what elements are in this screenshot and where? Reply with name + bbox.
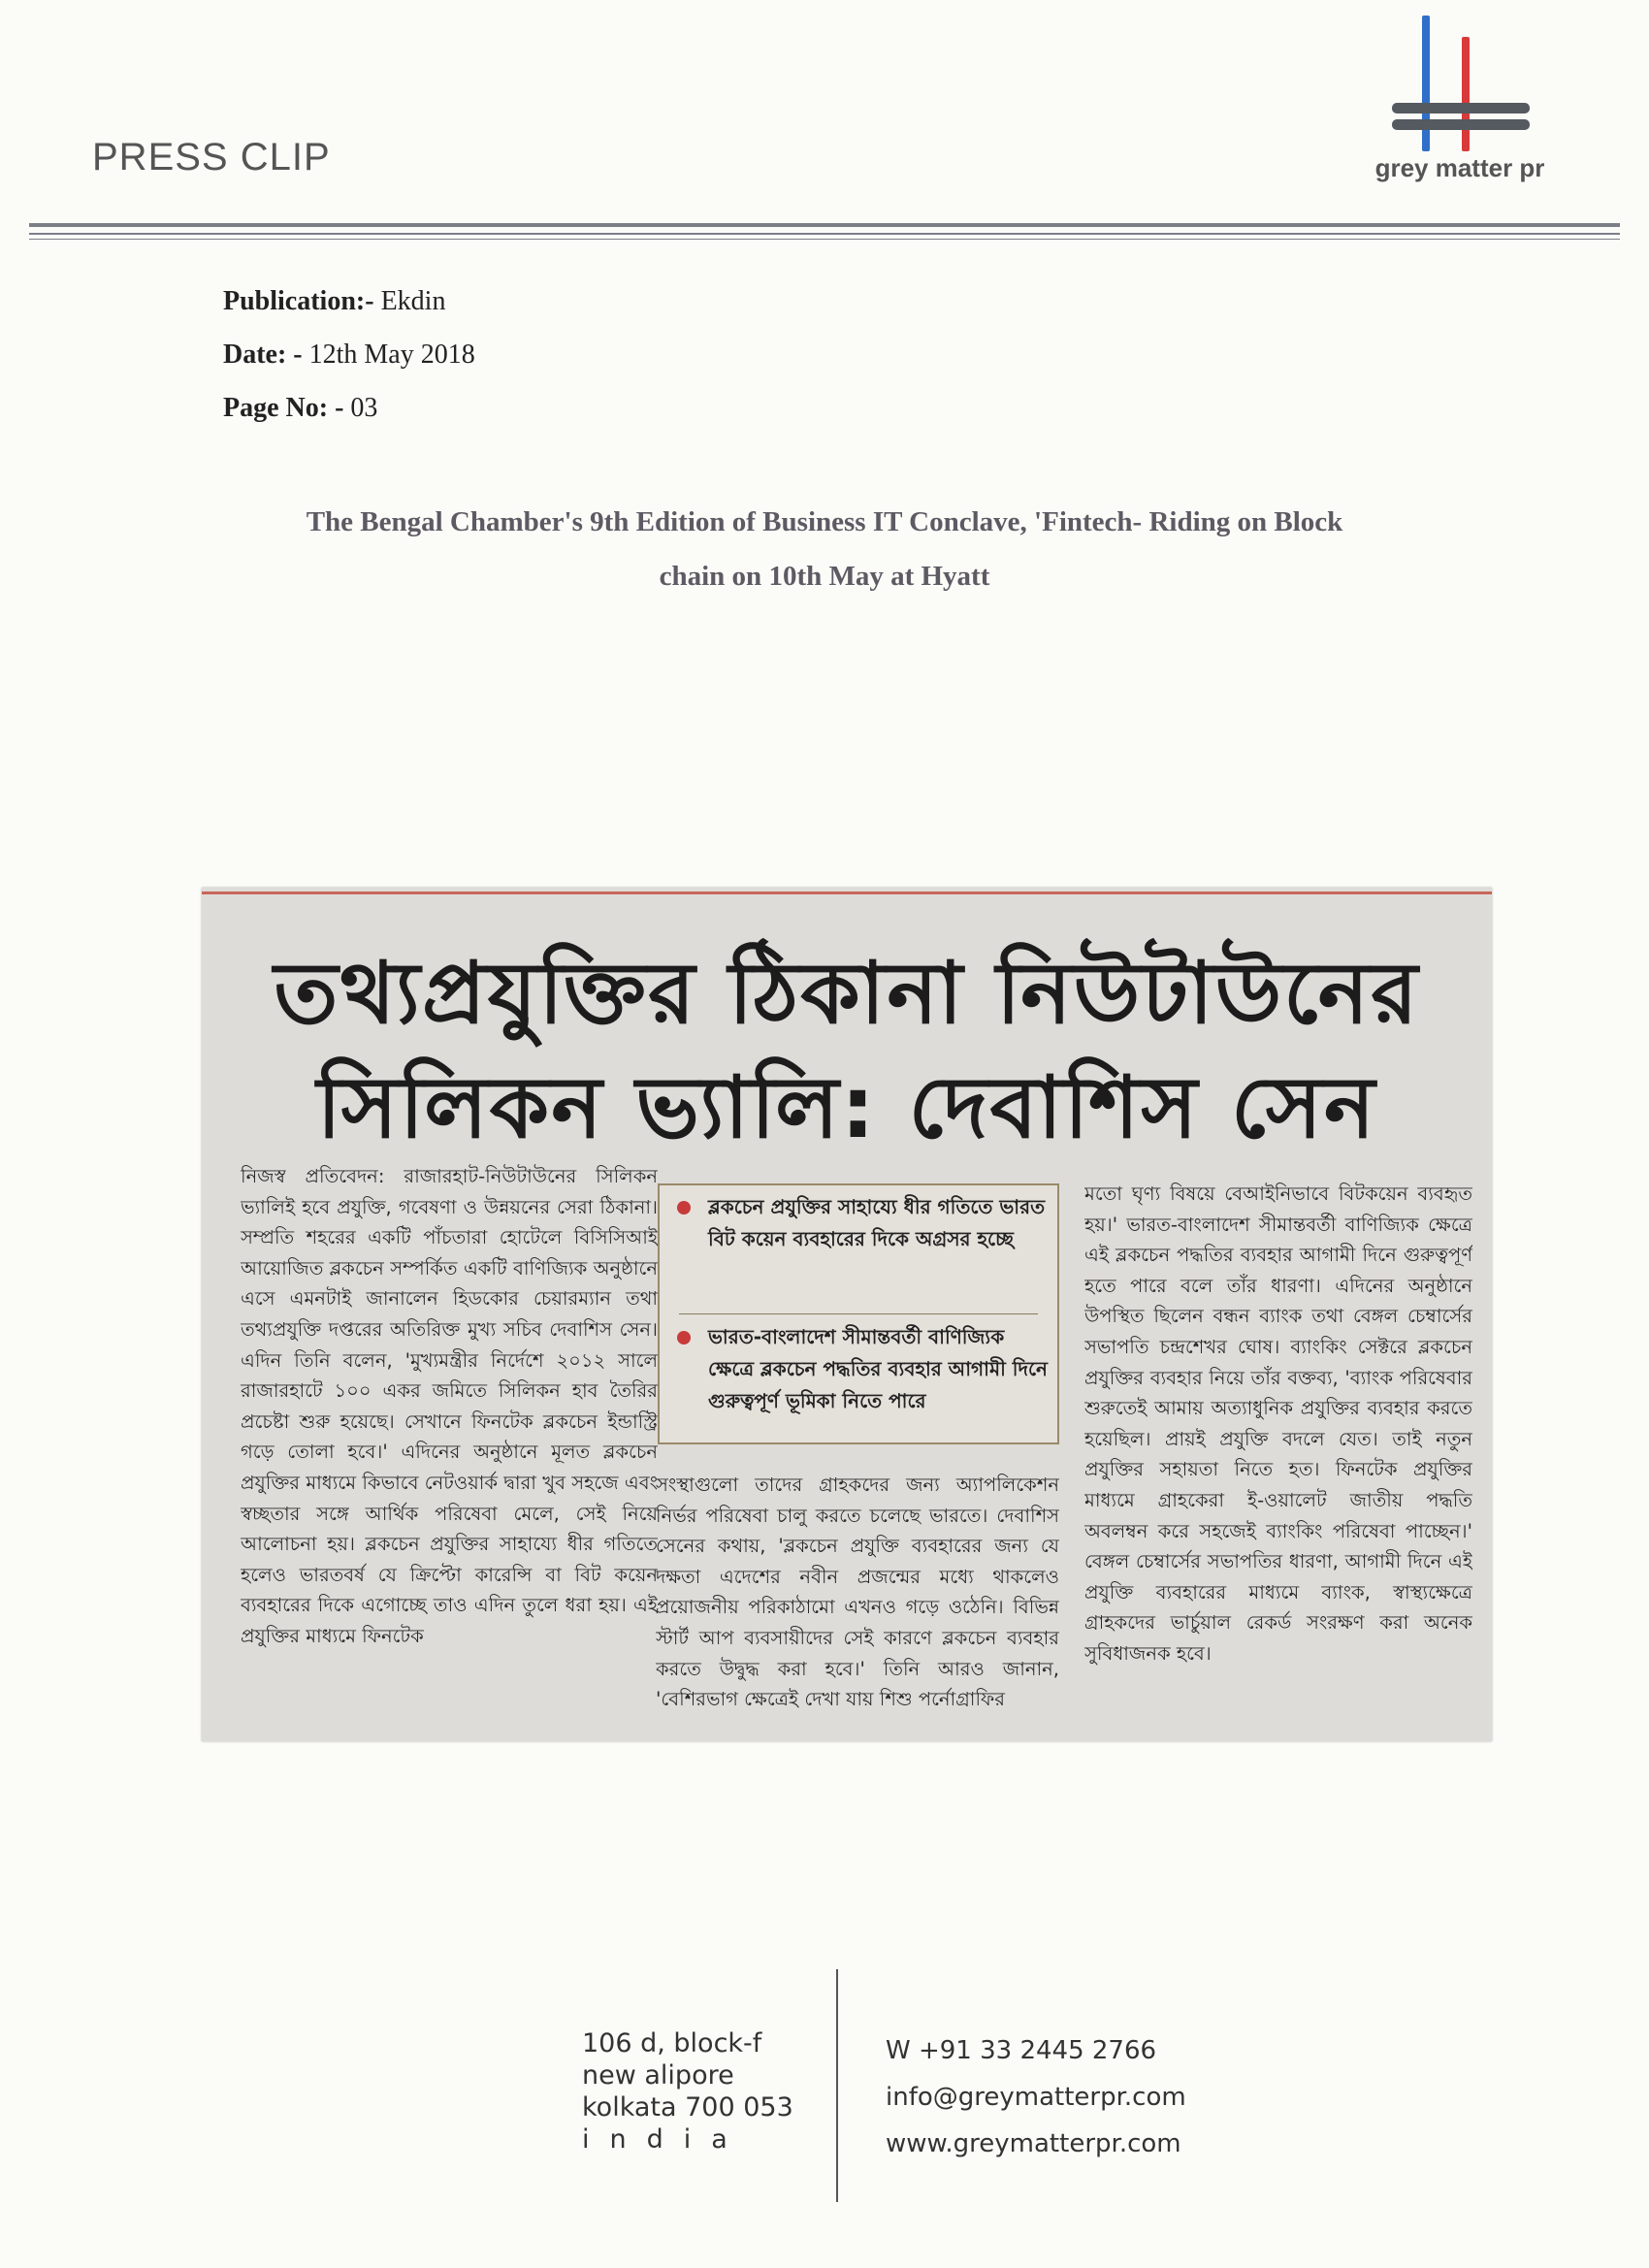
address-line-3: kolkata 700 053: [582, 2092, 793, 2122]
footer-address: [582, 2027, 815, 2155]
headline-line-2: chain on 10th May at Hyatt: [659, 561, 990, 592]
clipping-callout-box: [658, 1183, 1059, 1444]
footer-contact: [886, 2027, 1274, 2167]
page-value: 03: [350, 393, 378, 423]
clipping-column-2: সংস্থাগুলো তাদের গ্রাহকদের জন্য অ্যাপলিকেশন নির্ভর পরিষেবা চালু করতে চলেছে ভারতে। দেবাশিস সেনের কথায়, 'ব্লকচেন প্রযুক্তি ব্যবহারের জন্য যে দক্ষতা এদেশের নবীন প্রজন্মের মধ্যে থাকলেও প্রয়োজনীয় পরিকাঠামো এখনও গড়ে ওঠেনি। বিভিন্ন স্টার্ট আপ ব্যবসায়ীদের সেই কারণে ব্লকচেন ব্যবহার করতে উদ্বুদ্ধ করা হবে।' তিনি আরও জানান, 'বেশিরভাগ ক্ষেত্রেই দেখা যায় শিশু পর্নোগ্রাফির: [656, 1474, 1059, 1711]
logo-red-bar: [1462, 37, 1470, 151]
date-line: [223, 340, 475, 371]
headline-line-1: The Bengal Chamber's 9th Edition of Business IT Conclave, 'Fintech- Riding on Block: [306, 506, 1343, 537]
publication-label: Publication:-: [223, 286, 374, 316]
publication-value: Ekdin: [380, 286, 446, 316]
header-rule-hairline: [29, 239, 1620, 240]
logo-grey-bar-top: [1392, 103, 1530, 113]
callout-divider: [679, 1313, 1038, 1314]
newspaper-clipping: [202, 888, 1492, 1741]
logo-blue-bar: [1422, 16, 1430, 151]
header-rule-thin: [29, 233, 1620, 235]
address-line-2: new alipore: [582, 2060, 734, 2090]
footer-phone: W +91 33 2445 2766: [886, 2036, 1157, 2065]
clipping-headline-line-1: তথ্যপ্রযুক্তির ঠিকানা নিউটাউনের: [274, 943, 1420, 1043]
publication-line: [223, 286, 445, 317]
page-label: Page No: -: [223, 393, 344, 423]
logo-text: grey matter pr: [1374, 153, 1545, 182]
press-clip-title: PRESS CLIP: [92, 136, 331, 178]
address-line-1: 106 d, block-f: [582, 2028, 762, 2058]
clipping-top-line: [202, 891, 1492, 894]
clipping-headline-line-2: সিলিকন ভ্যালি: দেবাশিস সেন: [316, 1057, 1377, 1157]
address-line-4: india: [582, 2124, 748, 2155]
clipping-column-3: মতো ঘৃণ্য বিষয়ে বেআইনিভাবে বিটকয়েন ব্যবহৃত হয়।' ভারত-বাংলাদেশ সীমান্তবর্তী বাণিজ্যিক ক্ষেত্রে এই ব্লকচেন পদ্ধতির ব্যবহার আগামী দিনে গুরুত্বপূর্ণ হতে পারে বলে তাঁর ধারণা। এদিনের অনুষ্ঠানে উপস্থিত ছিলেন বন্ধন ব্যাংক তথা বেঙ্গল চেম্বার্সের সভাপতি চন্দ্রশেখর ঘোষ। ব্যাংকিং সেক্টরে ব্লকচেন প্রযুক্তির ব্যবহার নিয়ে তাঁর বক্তব্য, 'ব্যাংক পরিষেবার শুরুতেই আমায় অত্যাধুনিক প্রযুক্তির ব্যবহার করতে হয়েছিল। প্রায়ই প্রযুক্তি বদলে যেত। তাই নতুন প্রযুক্তির সহায়তা নিতে হত। ফিনটেক প্রযুক্তির মাধ্যমে গ্রাহকেরা ই-ওয়ালেট জাতীয় পদ্ধতি অবলম্বন করে সহজেই ব্যাংকিং পরিষেবা পাচ্ছেন।' বেঙ্গল চেম্বার্সের সভাপতির ধারণা, আগামী দিনে এই প্রযুক্তি ব্যবহারের মাধ্যমে ব্যাংক, স্বাস্থ্যক্ষেত্রে গ্রাহকদের ভার্চুয়াল রেকর্ড সংরক্ষণ করা অনেক সুবিধাজনক হবে।: [1084, 1183, 1472, 1665]
callout-bullet-icon: [677, 1201, 691, 1215]
callout-item-2: ভারত-বাংলাদেশ সীমান্তবর্তী বাণিজ্যিক ক্ষেত্রে ব্লকচেন পদ্ধতির ব্যবহার আগামী দিনে গুরুত্বপূর্ণ ভূমিকা নিতে পারে: [708, 1325, 1048, 1412]
callout-item-1: ব্লকচেন প্রযুক্তির সাহায্যে ধীর গতিতে ভারত বিট কয়েন ব্যবহারের দিকে অগ্রসর হচ্ছে: [708, 1195, 1046, 1250]
logo-grey-bar-bottom: [1392, 119, 1530, 130]
footer-divider: [836, 1969, 838, 2202]
date-label: Date: -: [223, 340, 303, 370]
callout-bullet-icon: [677, 1331, 691, 1345]
article-headline: [175, 495, 1474, 603]
header-rule-thick: [29, 223, 1620, 227]
date-value: 12th May 2018: [308, 340, 475, 370]
page-line: [223, 393, 377, 424]
clipping-column-1: নিজস্ব প্রতিবেদন: রাজারহাট-নিউটাউনের সিলিকন ভ্যালিই হবে প্রযুক্তি, গবেষণা ও উন্নয়নের সেরা ঠিকানা। সম্প্রতি শহরের একটি পাঁচতারা হোটেলে বিসিসিআই আয়োজিত ব্লকচেন সম্পর্কিত একটি বাণিজ্যিক অনুষ্ঠানে এসে এমনটাই জানালেন হিডকোর চেয়ারম্যান তথা তথ্যপ্রযুক্তি দপ্তরের অতিরিক্ত মুখ্য সচিব দেবাশিস সেন। এদিন তিনি বলেন, 'মুখ্যমন্ত্রীর নির্দেশে ২০১২ সালে রাজারহাটে ১০০ একর জমিতে সিলিকন হাব তৈরির প্রচেষ্টা শুরু হয়েছে। সেখানে ফিনটেক ব্লকচেন ইন্ডাস্ট্রি গড়ে তোলা হবে।' এদিনের অনুষ্ঠানে মূলত ব্লকচেন প্রযুক্তির মাধ্যমে কিভাবে নেটওয়ার্ক দ্বারা খুব সহজে এবং স্বচ্ছতার সঙ্গে আর্থিক পরিষেবা মেলে, সেই নিয়ে আলোচনা হয়। ব্লকচেন প্রযুক্তির সাহায্যে ধীর গতিতে হলেও ভারতবর্ষ যে ক্রিপ্টো কারেন্সি বা বিট কয়েন ব্যবহারের দিকে এগোচ্ছে তাও এদিন তুলে ধরা হয়। এই প্রযুক্তির মাধ্যমে ফিনটেক: [241, 1165, 658, 1647]
footer-email[interactable]: info@greymatterpr.com: [886, 2083, 1186, 2112]
footer-website[interactable]: www.greymatterpr.com: [886, 2129, 1181, 2158]
